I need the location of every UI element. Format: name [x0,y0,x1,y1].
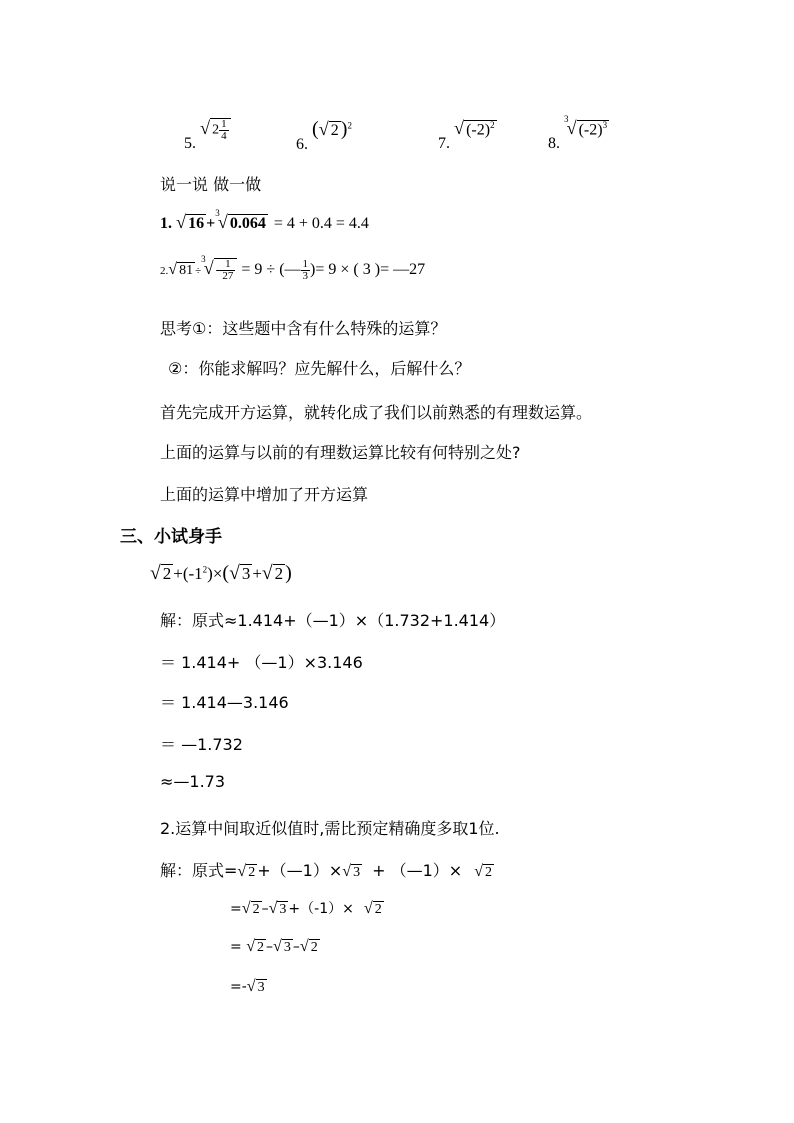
paragraph-2: 上面的运算与以前的有理数运算比较有何特别之处? [160,443,521,462]
exercise-2-result-a: = 9 ÷ (— [241,261,301,278]
item-6-label: 6. [296,136,308,153]
solution-1-line-4: ＝ —1.732 [160,735,243,754]
problem-expression: √ $2 +(-1^2)\times(√$ 3 +√ 2 ) [150,562,292,584]
solution-1-line-5: ≈—1.73 [160,772,226,791]
item-7-label: 7. [438,135,450,152]
exercise-1: 1. √ 16 +$^3$√ 0.064 = 4 + 0.4 = 4.4 [160,208,369,232]
solution-1-line-2: ＝ 1.414+ （—1）×3.146 [160,653,363,672]
item-7: 7. √ $(-2)^2$ [438,118,495,152]
section-title: 三、小试身手 [120,527,222,547]
solution-2-line-3: = √ 2 –√ 3 –√ 2 [230,938,318,955]
shuo-heading: 说一说 做一做 [160,175,262,194]
item-5-label: 5. [184,135,196,152]
solution-1-line-1: 解：原式≈1.414+（—1）×（1.732+1.414） [160,611,506,630]
solution-2-line-2: =√ 2 –√ 3 +（-1）× √ 2 [230,900,382,917]
paragraph-1: 首先完成开方运算，就转化成了我们以前熟悉的有理数运算。 [160,403,593,422]
think-2: ②：你能求解吗？应先解什么，后解什么？ [168,359,471,378]
sqrt-mixed-number: √ 2 $\frac{1}{4}$ [200,118,231,142]
solution-2-line-4: =-√ 3 [230,978,265,995]
exercise-2: 2.√ 81 ÷$^3$√ - $\frac{1}{27}$ = 9 ÷ (— $\frac{1}{3}$ )= 9 × ( 3 )= —27 [160,254,426,283]
item-5 [184,118,231,152]
item-8: 8. $^3$√ $(-2)^3$ [548,114,608,152]
paragraph-3: 上面的运算中增加了开方运算 [160,485,369,504]
exercise-1-result: = 4 + 0.4 = 4.4 [273,215,369,232]
solution-1-line-3: ＝ 1.414—3.146 [160,693,289,712]
item-8-label: 8. [548,135,560,152]
item-6: 6. (√ 2 )$^2$ [296,118,352,153]
note-2: 2.运算中间取近似值时,需比预定精确度多取1位. [160,819,500,838]
solution-2-line-1: 解：原式=√ 2 +（—1）×√ 3 + （—1）× √ 2 [160,861,493,880]
think-1: 思考①：这些题中含有什么特殊的运算？ [160,319,447,338]
exercise-2-result-b: )= 9 × ( 3 )= —27 [310,261,426,278]
